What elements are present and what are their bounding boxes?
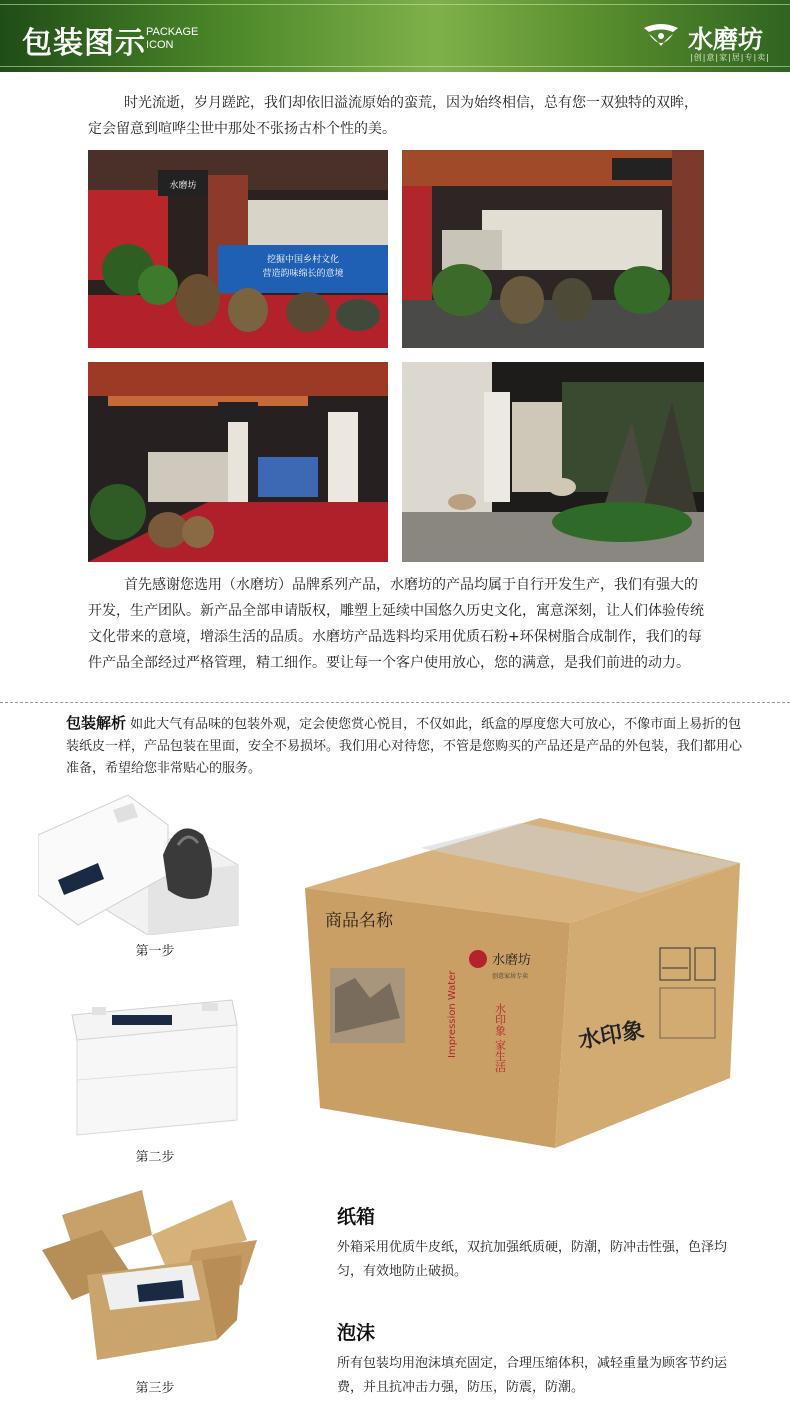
section-title-carton: 纸箱 xyxy=(337,1206,376,1228)
store-photo-3 xyxy=(88,362,388,562)
step2-foam-illustration xyxy=(62,985,242,1140)
brand-logo-icon xyxy=(640,18,682,58)
section-body-foam: 所有包装均用泡沫填充固定，合理压缩体积，减轻重量为顾客节约运费，并且抗冲击力强，防压，防震，防潮。 xyxy=(337,1356,728,1395)
carton-box-image xyxy=(300,818,745,1148)
banner-text-2: 营造韵味绵长的意境 xyxy=(262,269,344,279)
carton-box-illustration xyxy=(300,818,745,1148)
store-sign-text: 水磨坊 xyxy=(169,181,197,191)
store-photo-1 xyxy=(88,150,388,348)
carton-vertical-text: 水印象 家生活 xyxy=(493,1003,507,1073)
section-title-foam: 泡沫 xyxy=(337,1322,376,1344)
store-photo-1-image xyxy=(88,150,388,348)
step3-box-illustration xyxy=(42,1180,257,1365)
carton-brand-tag: 创意家居专卖 xyxy=(492,973,529,980)
page-title: 包装图示 xyxy=(22,26,146,61)
analysis-heading: 包装解析 xyxy=(66,714,127,732)
step1-foam-illustration xyxy=(38,795,248,935)
step2-foam-image xyxy=(62,985,242,1140)
section-body-carton: 外箱采用优质牛皮纸，双抗加强纸质硬，防潮，防冲击性强，色泽均匀，有效地防止破损。 xyxy=(337,1240,728,1279)
carton-brand: 水磨坊 xyxy=(492,953,532,968)
carton-side-title: 水印象 xyxy=(576,1017,647,1054)
company-paragraph: 首先感谢您选用（水磨坊）品牌系列产品，水磨坊的产品均属于自行开发生产，我们有强大的开发，生产团队。新产品全部申请版权，雕塑上延续中国悠久历史文化，寓意深刻，让人们体验传统文化带来的意境，增添生活的品质。水磨坊产品选料均采用优质石粉+环保树脂合成制作，我们的每件产品全部经过严格管理，精工细作。要让每一个客户使用放心，您的满意，是我们前进的动力。 xyxy=(88,577,704,671)
carton-english: Impression Water xyxy=(447,970,458,1058)
step3-box-image xyxy=(42,1180,257,1365)
step1-foam-image xyxy=(38,795,248,935)
brand-tag: |创|意|家|居|专|卖| xyxy=(690,53,770,62)
package-analysis xyxy=(66,712,746,780)
header-banner xyxy=(0,0,790,72)
store-photo-2 xyxy=(402,150,704,348)
section-divider xyxy=(0,702,790,703)
carton-product-label: 商品名称 xyxy=(325,911,393,931)
brand-logo xyxy=(640,16,780,62)
step1-label: 第一步 xyxy=(135,944,175,959)
banner-text-1: 挖掘中国乡村文化 xyxy=(266,255,340,265)
intro-paragraph: 时光流逝，岁月蹉跎，我们却依旧溢流原始的蛮荒，因为始终相信，总有您一双独特的双眸，定会留意到喧哗尘世中那处不张扬古朴个性的美。 xyxy=(88,95,698,137)
brand-name: 水磨坊 xyxy=(688,25,764,54)
store-photo-4 xyxy=(402,362,704,562)
store-photo-3-image xyxy=(88,362,388,562)
step3-label: 第三步 xyxy=(135,1381,175,1396)
store-photo-4-image xyxy=(402,362,704,562)
header-top-rule xyxy=(0,4,790,5)
page-subtitle xyxy=(146,26,198,52)
store-photo-2-image xyxy=(402,150,704,348)
header-bottom-rule xyxy=(0,66,790,67)
step2-label: 第二步 xyxy=(135,1150,175,1165)
analysis-text: 如此大气有品味的包装外观，定会使您赏心悦目，不仅如此，纸盒的厚度您大可放心，不像市面上易折的包装纸皮一样，产品包装在里面，安全不易损坏。我们用心对待您，不管是您购买的产品还是产品的外包装，我们都用心准备，希望给您非常贴心的服务。 xyxy=(66,717,743,776)
subtitle-line2: ICON xyxy=(146,39,174,51)
subtitle-line1: PACKAGE xyxy=(146,26,199,38)
